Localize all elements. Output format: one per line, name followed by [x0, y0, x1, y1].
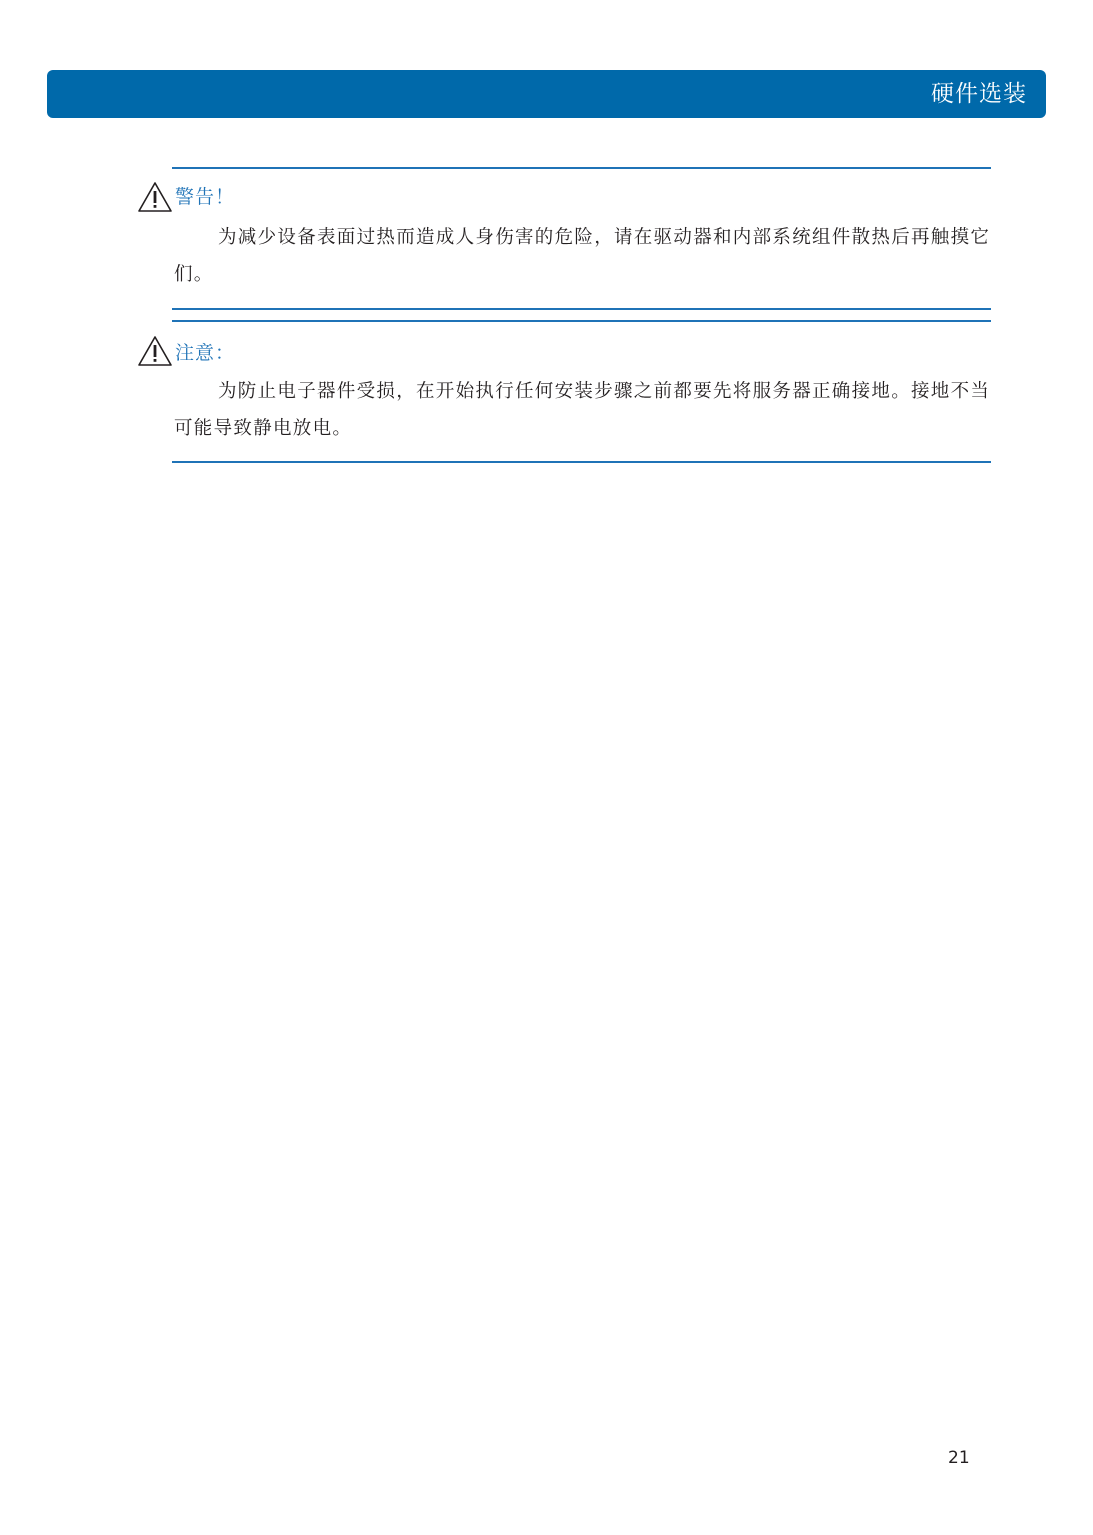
- section-header-bar: [47, 70, 1046, 118]
- caution-bottom-rule: [172, 461, 991, 463]
- caution-title: 注意：: [175, 342, 236, 364]
- warning-top-rule: [172, 167, 991, 169]
- warning-bottom-rule: [172, 308, 991, 310]
- warning-body: 为减少设备表面过热而造成人身伤害的危险，请在驱动器和内部系统组件散热后再触摸它们。: [174, 227, 991, 285]
- caution-top-rule: [172, 320, 991, 322]
- page-number: 21: [948, 1448, 970, 1468]
- warning-triangle-icon: [137, 181, 173, 213]
- section-title: 硬件选装: [931, 81, 1027, 107]
- warning-title: 警告！: [175, 186, 236, 208]
- caution-body: 为防止电子器件受损，在开始执行任何安装步骤之前都要先将服务器正确接地。接地不当可能导致静电放电。: [174, 381, 991, 439]
- warning-triangle-icon: [137, 335, 173, 367]
